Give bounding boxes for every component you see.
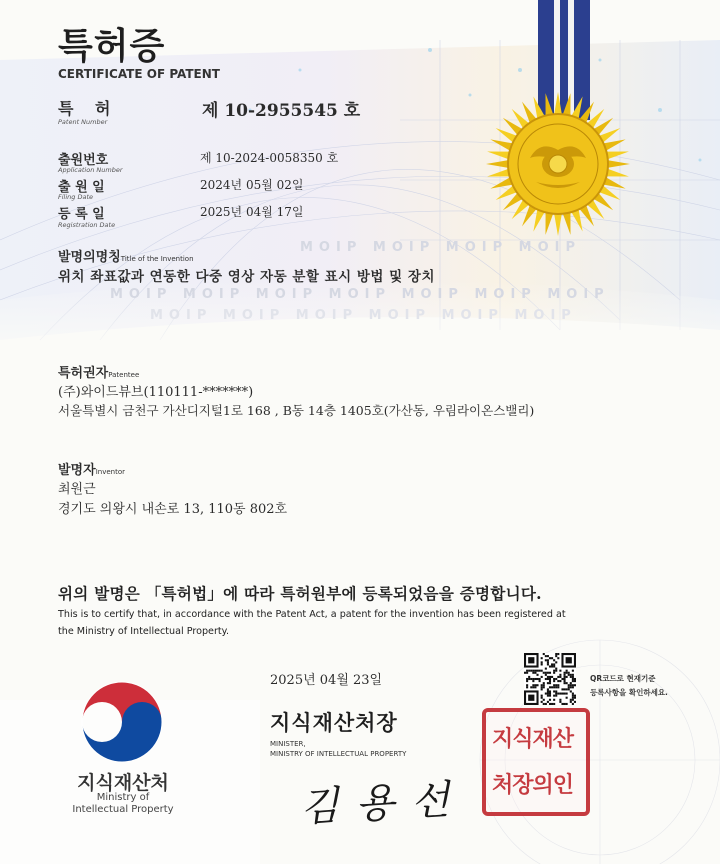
filing-date-label: 출 원 일 bbox=[58, 180, 105, 195]
registration-date-label-en: Registration Date bbox=[58, 221, 116, 229]
watermark: MOIP bbox=[441, 308, 504, 323]
watermark-row-3 bbox=[150, 308, 577, 323]
official-red-seal bbox=[482, 708, 590, 816]
qr-code[interactable] bbox=[524, 653, 576, 705]
watermark: MOIP bbox=[110, 287, 173, 302]
certificate-title: 특허증 bbox=[58, 26, 166, 67]
watermark: MOIP bbox=[401, 287, 464, 302]
official-title-ko: 지식재산처장 bbox=[270, 711, 398, 735]
watermark: MOIP bbox=[295, 308, 359, 323]
watermark: MOIP bbox=[445, 240, 509, 255]
registration-date-value: 2025년 04월 17일 bbox=[200, 205, 304, 219]
filing-date-label-en: Filing Date bbox=[58, 193, 94, 201]
watermark: MOIP bbox=[372, 240, 436, 255]
qr-note-1: QR코드로 현재기준 bbox=[590, 674, 656, 683]
application-number-label-en: Application Number bbox=[58, 166, 123, 174]
watermark: MOIP bbox=[182, 287, 246, 302]
watermark: MOIP bbox=[368, 308, 432, 323]
seal-text-line-1: 지식재산 bbox=[492, 726, 574, 752]
ministry-name-ko: 지식재산처 bbox=[77, 772, 169, 794]
issue-date: 2025년 04월 23일 bbox=[270, 673, 383, 688]
watermark: MOIP bbox=[300, 240, 363, 255]
ministry-name-en-2: Intellectual Property bbox=[72, 804, 174, 815]
inventor-name: 최원근 bbox=[58, 482, 96, 497]
watermark: MOIP bbox=[474, 287, 537, 302]
ministry-emblem-icon bbox=[72, 672, 172, 772]
patent-number-label: 특 허 bbox=[58, 99, 119, 118]
watermark: MOIP bbox=[518, 240, 582, 255]
watermark: MOIP bbox=[328, 287, 392, 302]
application-number-value: 제 10-2024-0058350 호 bbox=[200, 151, 339, 165]
seal-text-line-2: 처장의인 bbox=[492, 772, 574, 798]
invention-title-label bbox=[58, 246, 194, 265]
patent-number-label-en: Patent Number bbox=[58, 118, 108, 126]
certificate-subtitle: CERTIFICATE OF PATENT bbox=[58, 67, 220, 81]
qr-note-2: 등록사항을 확인하세요. bbox=[590, 688, 668, 697]
handwritten-signature: 김 용 선 bbox=[299, 777, 453, 831]
invention-title-label-en: Title of the Invention bbox=[120, 255, 194, 263]
patent-number-value: 제 10-2955545 호 bbox=[202, 101, 361, 121]
patentee-label-en: Patentee bbox=[108, 371, 140, 379]
invention-title: 위치 좌표값과 연동한 다중 영상 자동 분할 표시 방법 및 장치 bbox=[58, 269, 435, 285]
official-title-en-2: MINISTRY OF INTELLECTUAL PROPERTY bbox=[270, 750, 407, 758]
official-title-en-1: MINISTER, bbox=[270, 740, 306, 748]
watermark-row-1 bbox=[300, 240, 581, 255]
watermark: MOIP bbox=[150, 308, 213, 323]
invention-title-label-ko: 발명의명칭 bbox=[58, 250, 121, 265]
inventor-address: 경기도 의왕시 내손로 13, 110동 802호 bbox=[58, 502, 288, 517]
inventor-label bbox=[58, 459, 125, 478]
watermark: MOIP bbox=[547, 287, 610, 302]
watermark: MOIP bbox=[222, 308, 286, 323]
patentee-label bbox=[58, 362, 139, 381]
watermark-row-2 bbox=[110, 287, 610, 302]
registration-date-label: 등 록 일 bbox=[58, 207, 105, 222]
watermark: MOIP bbox=[514, 308, 577, 323]
patentee-name: (주)와이드뷰브(110111-*******) bbox=[58, 385, 254, 400]
inventor-label-en: Inventor bbox=[95, 468, 125, 476]
application-number-label: 출원번호 bbox=[58, 153, 109, 168]
patentee-address: 서울특별시 금천구 가산디지털1로 168 , B동 14층 1405호(가산동, 우림라이온스밸리) bbox=[58, 403, 535, 418]
watermark: MOIP bbox=[255, 287, 319, 302]
filing-date-value: 2024년 05월 02일 bbox=[200, 178, 304, 192]
inventor-label-ko: 발명자 bbox=[58, 463, 96, 478]
patentee-label-ko: 특허권자 bbox=[58, 366, 109, 381]
gold-medal-seal bbox=[482, 88, 634, 240]
certification-text-ko: 위의 발명은 「특허법」에 따라 특허원부에 등록되었음을 증명합니다. bbox=[58, 584, 542, 603]
certification-text-en-1: This is to certify that, in accordance with the Patent Act, a patent for the invention has been registered at bbox=[58, 609, 566, 620]
ministry-name-en-1: Ministry of bbox=[96, 792, 150, 803]
certification-text-en-2: the Ministry of Intellectual Property. bbox=[58, 626, 230, 637]
